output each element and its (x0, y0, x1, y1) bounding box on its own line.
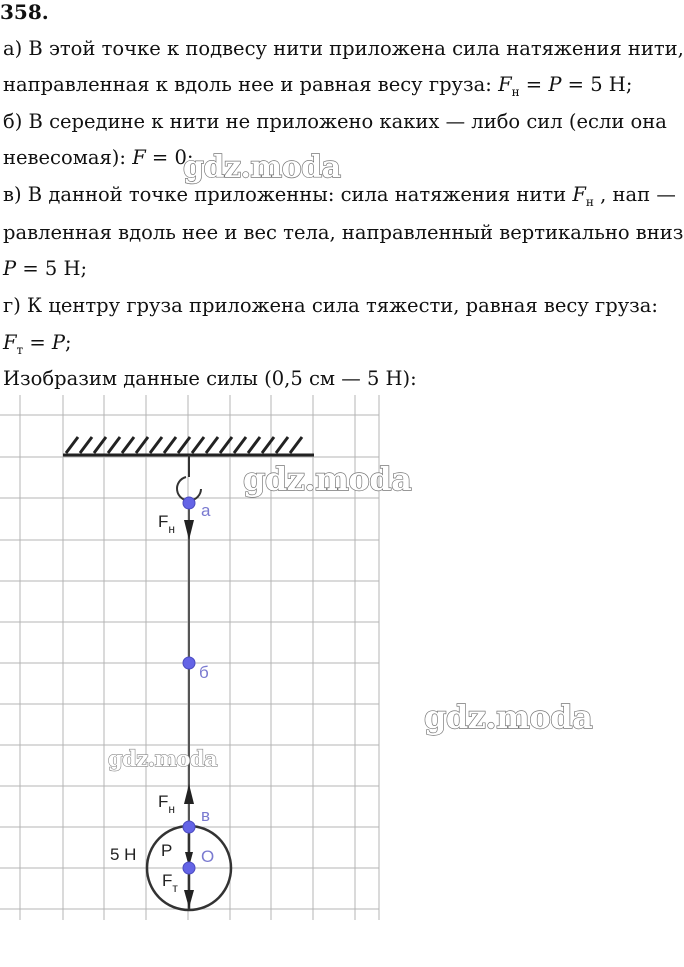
text-line-4: невесомая): F = 0; (3, 146, 194, 169)
label-weight: 5 Н (110, 845, 137, 864)
text-line-3: б) В середине к нити не приложено каких — либо сил (если она (3, 110, 667, 133)
label-point-v: в (201, 806, 211, 825)
text-line-9: $F_т = P$; (3, 331, 72, 357)
text-line-7: P = 5 Н; (3, 257, 88, 280)
label-fn-bottom: $F_н$ (158, 792, 176, 816)
problem-number: 358. (0, 0, 49, 24)
text-line-1: а) В этой точке к подвесу нити приложена сила натяжения нити, (3, 37, 684, 60)
text-line-10: Изобразим данные силы (0,5 см — 5 Н): (3, 367, 417, 390)
text-line-8: г) К центру груза приложена сила тяжести, равная весу груза: (3, 294, 658, 317)
point-o (183, 862, 195, 874)
hook (177, 455, 201, 501)
arrow-fn-top (184, 520, 194, 540)
label-p: P (161, 841, 173, 860)
label-point-a: а (201, 501, 211, 520)
point-a (183, 497, 195, 509)
watermark: gdz.moda (108, 746, 218, 771)
arrow-ft (184, 890, 194, 908)
text-line-2-main: направленная к вдоль нее и равная весу груза: (3, 73, 499, 96)
watermark: gdz.moda (424, 698, 593, 736)
arrow-fn-bottom (184, 784, 194, 804)
label-point-o: О (201, 847, 215, 866)
watermark: gdz.moda (183, 150, 341, 185)
label-point-b: б (199, 663, 209, 682)
text-line-2: направленная к вдоль нее и равная весу груза: $F_н = P = 5$ Н; (3, 73, 633, 99)
point-v (183, 821, 195, 833)
watermark: gdz.moda (243, 460, 412, 498)
label-ft: $F_т$ (162, 871, 178, 895)
text-line-6: равленная вдоль нее и вес тела, направленный вертикально вниз (3, 221, 684, 244)
text-line-5: в) В данной точке приложенны: сила натяжения нити $F_н$ , нап — (3, 183, 676, 209)
label-fn-top: $F_н$ (158, 512, 176, 536)
point-b (183, 657, 195, 669)
